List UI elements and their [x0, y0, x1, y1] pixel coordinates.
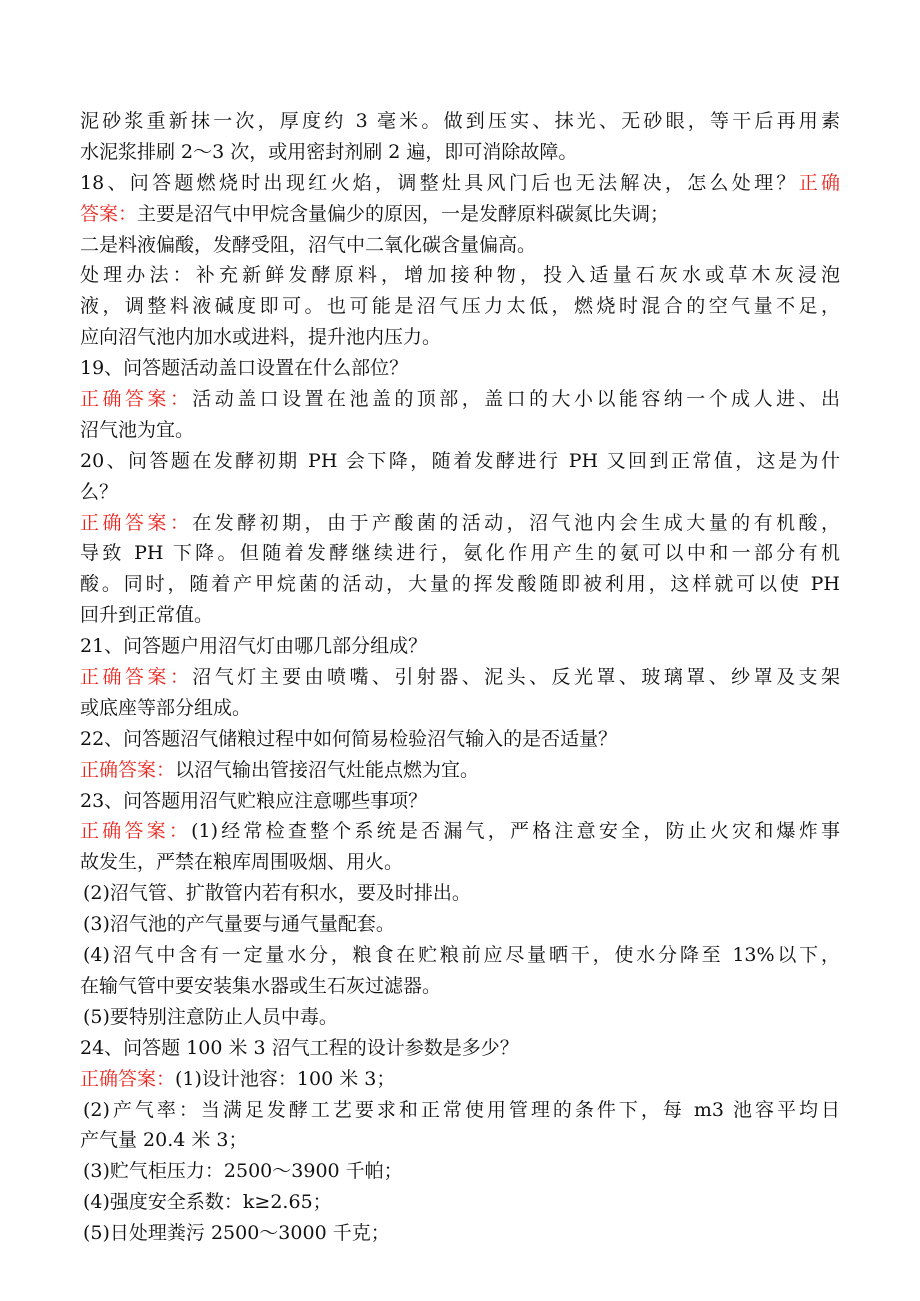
text-line	[80, 816, 840, 847]
text-line	[80, 724, 840, 755]
text-segment: 么？	[80, 480, 119, 503]
text-segment: (1)设计池容：100 米 3；	[175, 1067, 396, 1090]
text-segment: 水泥浆排刷 2～3 次，或用密封剂刷 2 遍，即可消除故障。	[80, 140, 578, 163]
text-segment: 故发生，严禁在粮库周围吸烟、用火。	[80, 851, 404, 874]
text-segment: 活动盖口设置在池盖的顶部，盖口的大小以能容纳一个成人进、出	[192, 388, 840, 411]
text-line	[80, 168, 840, 199]
text-segment: 18、问答题燃烧时出现红火焰，调整灶具风门后也无法解决，怎么处理？	[80, 171, 799, 194]
text-segment: 主要是沼气中甲烷含量偏少的原因，一是发酵原料碳氮比失调；	[137, 202, 670, 225]
text-line	[80, 477, 840, 508]
document-page	[80, 106, 840, 1249]
text-segment: 沼气灯主要由喷嘴、引射器、泥头、反光罩、玻璃罩、纱罩及支架	[192, 666, 840, 689]
text-line	[80, 971, 840, 1002]
text-segment: (1)经常检查整个系统是否漏气，严格注意安全，防止火灾和爆炸事	[191, 820, 840, 843]
text-segment: 20、问答题在发酵初期 PH 会下降，随着发酵进行 PH 又回到正常值，这是为什	[80, 449, 840, 472]
text-line	[80, 909, 840, 940]
text-line	[80, 137, 840, 168]
text-segment: 产气量 20.4 米 3；	[80, 1129, 248, 1152]
text-segment: 液，调整料液碱度即可。也可能是沼气压力太低，燃烧时混合的空气量不足，	[80, 295, 840, 318]
text-line	[80, 569, 840, 600]
text-line	[80, 199, 840, 230]
text-line	[80, 446, 840, 477]
text-segment: 处理办法：补充新鲜发酵原料，增加接种物，投入适量石灰水或草木灰浸泡	[80, 264, 840, 287]
text-line	[80, 1095, 840, 1126]
text-line	[80, 230, 840, 261]
text-segment: 以沼气输出管接沼气灶能点燃为宜。	[175, 758, 480, 781]
text-line	[80, 322, 840, 353]
text-segment: 酸。同时，随着产甲烷菌的活动，大量的挥发酸随即被利用，这样就可以使 PH	[80, 573, 840, 596]
answer-label: 正确答案：	[80, 1067, 176, 1090]
text-line	[80, 662, 840, 693]
text-segment: 导致 PH 下降。但随着发酵继续进行，氨化作用产生的氨可以中和一部分有机	[80, 542, 840, 565]
text-line	[80, 1187, 840, 1218]
text-line	[80, 631, 840, 662]
text-segment: (2)产气率：当满足发酵工艺要求和正常使用管理的条件下，每 m3 池容平均日	[83, 1098, 840, 1121]
text-line	[80, 353, 840, 384]
text-segment: (3)沼气池的产气量要与通气量配套。	[83, 913, 395, 936]
answer-label: 正确答案：	[80, 511, 193, 534]
text-line	[80, 1033, 840, 1064]
text-segment: 在输气管中要安装集水器或生石灰过滤器。	[80, 974, 442, 997]
text-segment: 二是料液偏酸，发酵受阻，沼气中二氧化碳含量偏高。	[80, 233, 537, 256]
text-line	[80, 755, 840, 786]
answer-label: 正确答案：	[80, 388, 193, 411]
text-line	[80, 786, 840, 817]
answer-label: 答案：	[80, 202, 138, 225]
text-line	[80, 600, 840, 631]
text-line	[80, 538, 840, 569]
text-segment: 21、问答题户用沼气灯由哪几部分组成？	[80, 635, 428, 658]
answer-label: 正确答案：	[80, 666, 193, 689]
text-segment: (2)沼气管、扩散管内若有积水，要及时排出。	[83, 882, 471, 905]
text-segment: (4)强度安全系数：k≥2.65；	[83, 1191, 332, 1214]
text-line	[80, 1125, 840, 1156]
text-line	[80, 1156, 840, 1187]
answer-label: 正确答案：	[80, 820, 192, 843]
text-segment: 在发酵初期，由于产酸菌的活动，沼气池内会生成大量的有机酸，	[192, 511, 840, 534]
text-line	[80, 1064, 840, 1095]
text-line	[80, 847, 840, 878]
text-line	[80, 940, 840, 971]
text-line	[80, 693, 840, 724]
text-line	[80, 878, 840, 909]
text-segment: 应向沼气池内加水或进料，提升池内压力。	[80, 326, 442, 349]
text-segment: 22、问答题沼气储粮过程中如何简易检验沼气输入的是否适量？	[80, 727, 618, 750]
text-segment: 回升到正常值。	[80, 604, 214, 627]
text-line	[80, 1218, 840, 1249]
text-segment: 或底座等部分组成。	[80, 696, 252, 719]
text-segment: 19、问答题活动盖口设置在什么部位？	[80, 357, 409, 380]
answer-label: 正确答案：	[80, 758, 176, 781]
text-segment: (3)贮气柜压力：2500～3900 千帕；	[83, 1160, 403, 1183]
text-segment: 沼气池为宜。	[80, 418, 195, 441]
text-line	[80, 106, 840, 137]
text-line	[80, 415, 840, 446]
text-line	[80, 384, 840, 415]
text-segment: 23、问答题用沼气贮粮应注意哪些事项？	[80, 789, 428, 812]
text-segment: (5)日处理粪污 2500～3000 千克；	[83, 1222, 390, 1245]
text-segment: 24、问答题 100 米 3 沼气工程的设计参数是多少？	[80, 1036, 519, 1059]
text-line	[80, 508, 840, 539]
text-line	[80, 1002, 840, 1033]
text-line	[80, 260, 840, 291]
answer-label: 正确	[798, 171, 840, 194]
text-segment: (5)要特别注意防止人员中毒。	[83, 1005, 338, 1028]
text-segment: 泥砂浆重新抹一次，厚度约 3 毫米。做到压实、抹光、无砂眼，等干后再用素	[80, 110, 840, 132]
text-line	[80, 291, 840, 322]
text-segment: (4)沼气中含有一定量水分，粮食在贮粮前应尽量晒干，使水分降至 13%以下，	[83, 944, 840, 967]
